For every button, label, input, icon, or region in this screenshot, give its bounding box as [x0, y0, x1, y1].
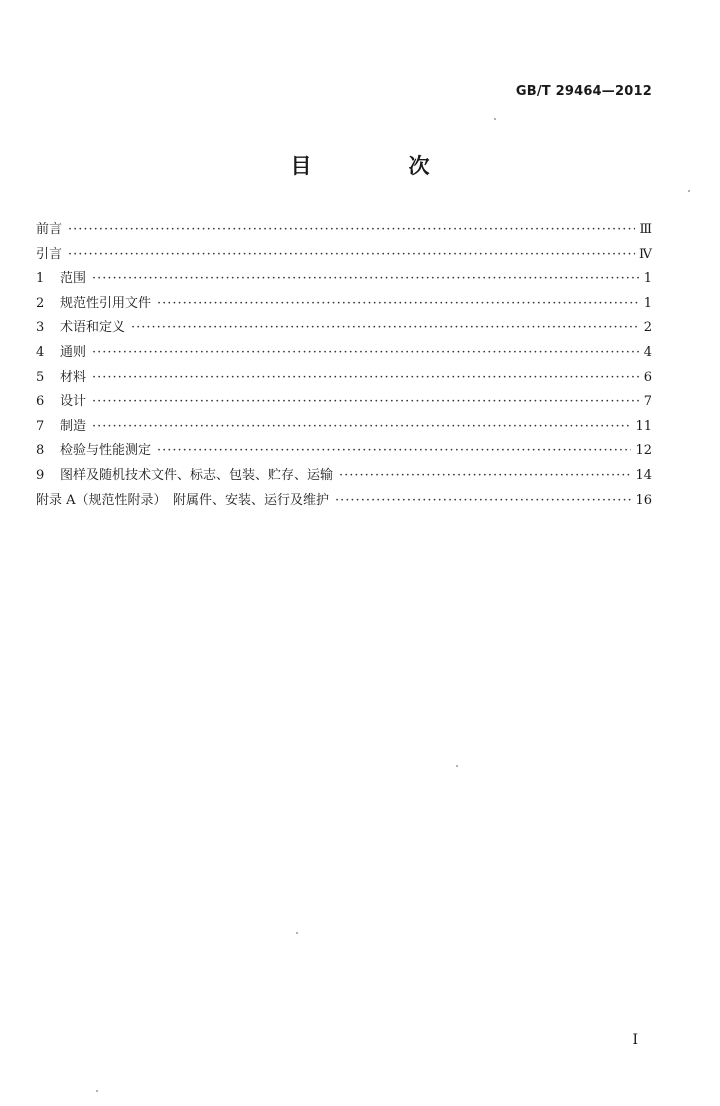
toc-entry-text: 图样及随机技术文件、标志、包装、贮存、运输 — [60, 467, 334, 483]
toc-entry-text: 术语和定义 — [60, 320, 126, 336]
toc-entry-foreword[interactable] — [36, 218, 652, 243]
toc-section-number: 1 — [36, 271, 45, 287]
toc-page-number: 16 — [635, 492, 652, 508]
page-number: I — [632, 1032, 638, 1048]
toc-leader-dots — [92, 415, 631, 440]
toc-entry-text: 附录 A（规范性附录） 附属件、安装、运行及维护 — [36, 492, 330, 508]
toc-page-number: 14 — [635, 467, 652, 483]
toc-entry-normative-references[interactable] — [36, 292, 652, 317]
toc-section-number: 2 — [36, 295, 45, 311]
toc-entry-drawings-marking[interactable] — [36, 464, 652, 489]
toc-entry-design[interactable] — [36, 390, 652, 415]
toc-leader-dots — [68, 218, 635, 243]
toc-entry-general[interactable] — [36, 341, 652, 366]
toc-leader-dots — [68, 243, 635, 268]
toc-entry-text: 材料 — [60, 369, 87, 385]
toc-leader-dots — [92, 366, 640, 391]
toc-page-number: 1 — [643, 271, 652, 287]
toc-leader-dots — [92, 267, 640, 292]
toc-leader-dots — [335, 489, 631, 514]
toc-page-number: 4 — [643, 344, 652, 360]
scan-speck — [96, 1090, 98, 1092]
toc-page-number: 11 — [635, 418, 652, 434]
toc-entry-text: 范围 — [60, 271, 87, 287]
scan-speck — [688, 190, 690, 192]
toc-section-number: 3 — [36, 320, 45, 336]
toc-entry-materials[interactable] — [36, 366, 652, 391]
toc-section-number: 6 — [36, 394, 45, 410]
toc-entry-introduction[interactable] — [36, 243, 652, 268]
toc-leader-dots — [157, 292, 640, 317]
scan-speck — [456, 765, 458, 767]
standard-number: GB/T 29464—2012 — [515, 84, 652, 99]
toc-entry-text: 制造 — [60, 418, 87, 434]
page-title: 目 次 — [290, 154, 468, 178]
toc-page-number: 1 — [643, 295, 652, 311]
table-of-contents — [36, 218, 652, 513]
toc-leader-dots — [92, 390, 640, 415]
toc-section-number: 9 — [36, 467, 45, 483]
toc-leader-dots — [131, 316, 640, 341]
toc-entry-terms-definitions[interactable] — [36, 316, 652, 341]
toc-entry-inspection[interactable] — [36, 439, 652, 464]
toc-page-number: Ⅲ — [639, 222, 652, 237]
toc-entry-manufacture[interactable] — [36, 415, 652, 440]
toc-entry-text: 检验与性能测定 — [60, 443, 152, 459]
toc-entry-text: 设计 — [60, 394, 87, 410]
toc-section-number: 4 — [36, 344, 45, 360]
toc-section-number: 8 — [36, 443, 45, 459]
toc-section-number: 7 — [36, 418, 45, 434]
toc-page-number: 12 — [635, 443, 652, 459]
toc-page-number: 2 — [643, 320, 652, 336]
toc-leader-dots — [92, 341, 640, 366]
toc-leader-dots — [339, 464, 631, 489]
toc-entry-text: 引言 — [36, 246, 63, 262]
toc-leader-dots — [157, 439, 631, 464]
toc-entry-scope[interactable] — [36, 267, 652, 292]
toc-entry-text: 通则 — [60, 344, 87, 360]
toc-page-number: Ⅳ — [639, 246, 652, 262]
toc-entry-annex-a[interactable] — [36, 489, 652, 514]
toc-page-number: 7 — [643, 394, 652, 410]
toc-entry-text: 前言 — [36, 222, 63, 237]
toc-section-number: 5 — [36, 369, 45, 385]
scan-speck — [296, 932, 298, 934]
scan-speck — [494, 118, 496, 120]
toc-entry-text: 规范性引用文件 — [60, 295, 152, 311]
toc-page-number: 6 — [643, 369, 652, 385]
